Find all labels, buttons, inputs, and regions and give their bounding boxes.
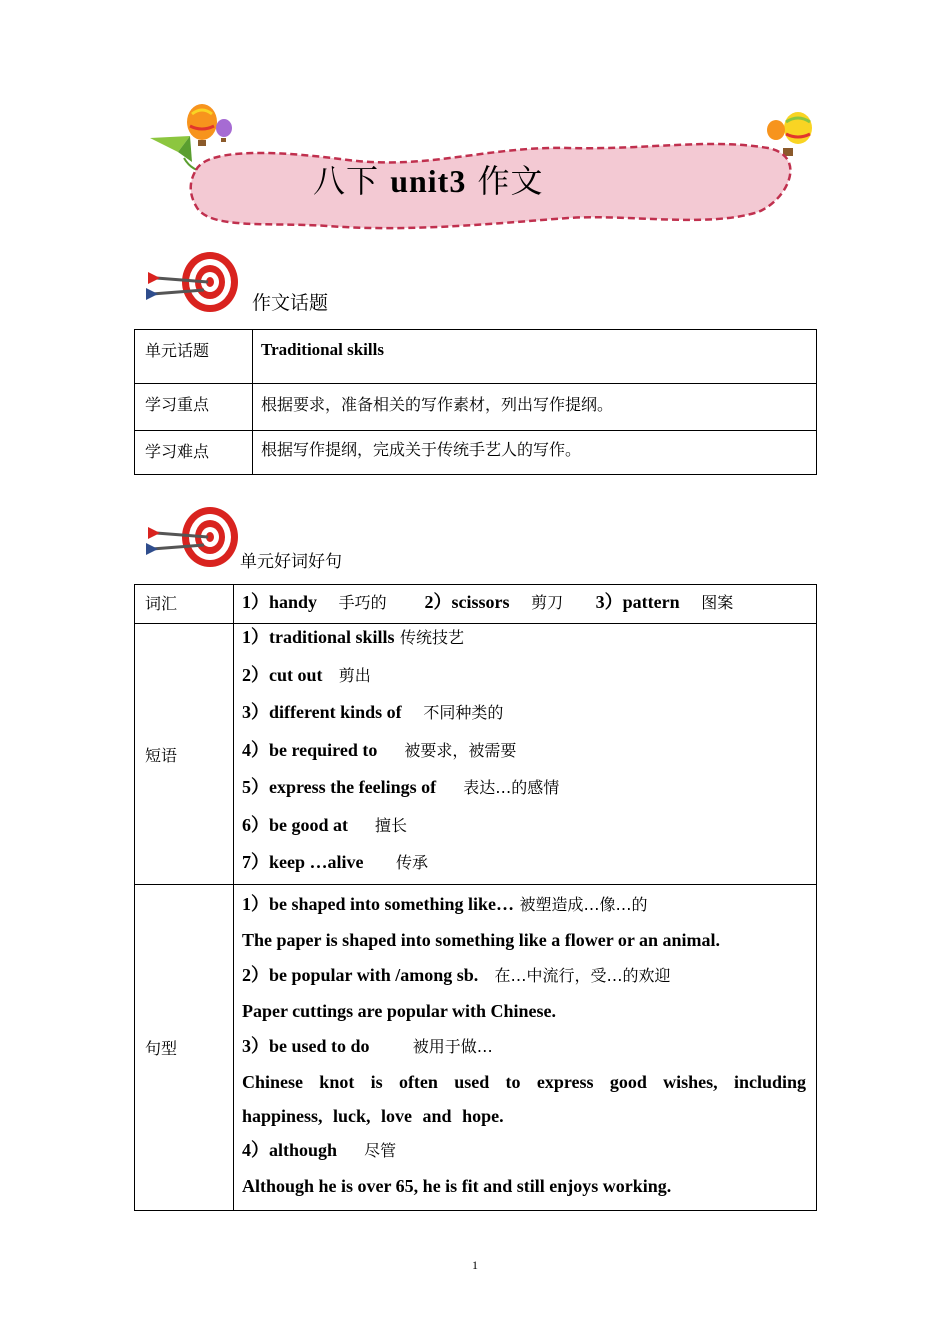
list-item: 3）be used to do 被用于做… — [242, 1036, 493, 1056]
list-item: 4）although 尽管 — [242, 1140, 397, 1160]
list-item: 1）traditional skills 传统技艺 — [242, 627, 464, 647]
list-item: 4）be required to 被要求，被需要 — [242, 739, 517, 760]
list-item: 2）cut out 剪出 — [242, 664, 371, 685]
example-sentence: Although he is over 65, he is fit and still enjoys working. — [242, 1176, 672, 1196]
list-item: 7）keep …alive 传承 — [242, 852, 428, 872]
row-label: 单元话题 — [135, 330, 253, 384]
list-item: 3）different kinds of 不同种类的 — [242, 702, 504, 722]
section-title: 作文话题 — [252, 292, 329, 314]
sentence-list — [234, 885, 817, 1211]
row-content: 根据要求，准备相关的写作素材，列出写作提纲。 — [253, 384, 817, 431]
row-content: Traditional skills — [253, 330, 817, 384]
example-sentence: The paper is shaped into something like a flower or an animal. — [242, 930, 721, 950]
words-table — [134, 584, 817, 1211]
table-row — [135, 885, 817, 1211]
target-icon — [146, 503, 246, 573]
section-title: 单元好词好句 — [240, 552, 342, 572]
list-item: 5）express the feelings of 表达…的感情 — [242, 777, 560, 797]
title-banner — [148, 100, 818, 240]
balloon-icon — [187, 104, 232, 146]
table-row — [135, 624, 817, 885]
target-icon — [146, 248, 246, 318]
phrase-list — [234, 624, 817, 885]
row-label: 学习重点 — [135, 384, 253, 431]
page-number: 1 — [472, 1258, 478, 1272]
row-label: 短语 — [135, 624, 234, 885]
table-row — [135, 384, 817, 431]
row-content: 根据写作提纲，完成关于传统手艺人的写作。 — [253, 431, 817, 475]
row-label: 学习难点 — [135, 431, 253, 475]
vocab-item: 1）handy 手巧的 — [242, 592, 387, 612]
table-row — [135, 431, 817, 475]
list-item: 6）be good at 擅长 — [242, 814, 408, 835]
list-item: 2）be popular with /among sb. 在…中流行，受…的欢迎 — [242, 965, 671, 985]
section-header-words — [146, 503, 546, 573]
table-row — [135, 585, 817, 624]
section-header-topic — [146, 248, 546, 318]
vocab-item: 3）pattern 图案 — [595, 592, 734, 612]
vocab-item: 2）scissors 剪刀 — [424, 592, 564, 612]
example-sentence: Paper cuttings are popular with Chinese. — [242, 1001, 557, 1021]
list-item: 1）be shaped into something like… 被塑造成…像…的 — [242, 894, 648, 914]
vocab-list — [234, 585, 817, 624]
table-row — [135, 330, 817, 384]
topic-table — [134, 329, 817, 475]
row-label: 句型 — [135, 885, 234, 1211]
example-sentence: Chinese knot is often used to express good wishes, including happiness, luck, love and hope. — [242, 1072, 806, 1126]
row-label: 词汇 — [135, 585, 234, 624]
page-title: 八下 unit3 作文 — [313, 162, 544, 200]
